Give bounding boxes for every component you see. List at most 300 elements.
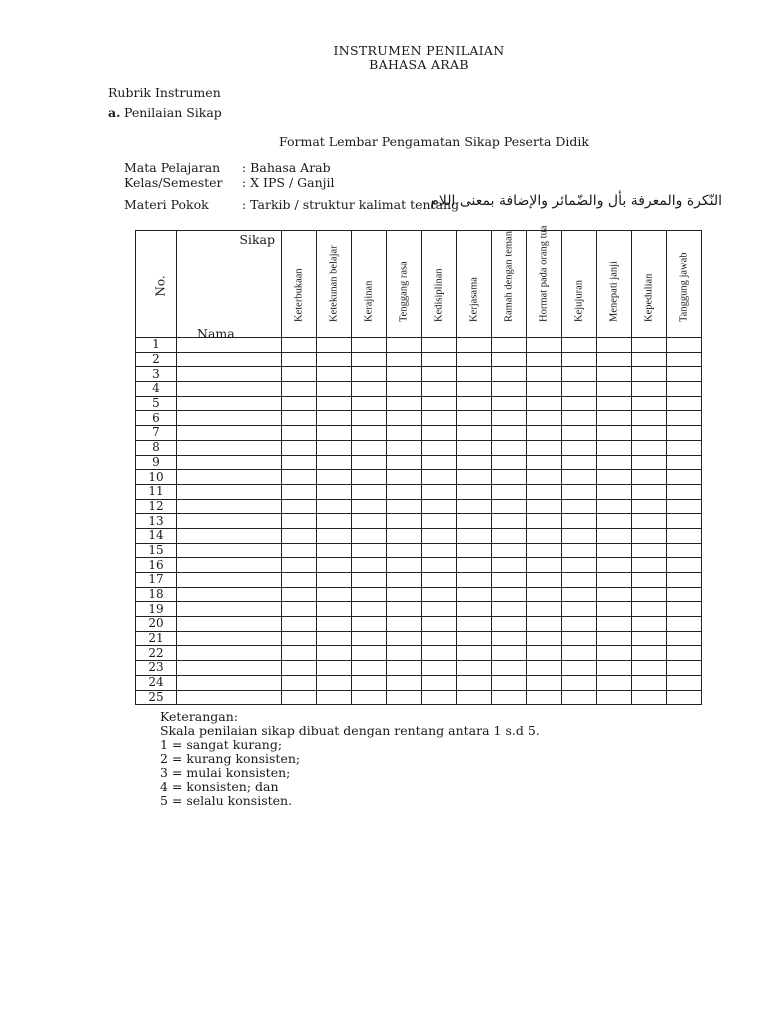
score-cell[interactable] (492, 587, 527, 602)
score-cell[interactable] (317, 367, 352, 382)
name-cell[interactable] (177, 646, 282, 661)
score-cell[interactable] (282, 558, 317, 573)
score-cell[interactable] (352, 602, 387, 617)
score-cell[interactable] (632, 690, 667, 705)
score-cell[interactable] (282, 455, 317, 470)
score-cell[interactable] (667, 661, 702, 676)
score-cell[interactable] (492, 514, 527, 529)
score-cell[interactable] (597, 558, 632, 573)
score-cell[interactable] (527, 440, 562, 455)
score-cell[interactable] (317, 602, 352, 617)
score-cell[interactable] (352, 573, 387, 588)
score-cell[interactable] (597, 514, 632, 529)
score-cell[interactable] (527, 499, 562, 514)
score-cell[interactable] (457, 338, 492, 353)
score-cell[interactable] (597, 602, 632, 617)
score-cell[interactable] (352, 543, 387, 558)
score-cell[interactable] (492, 675, 527, 690)
score-cell[interactable] (352, 528, 387, 543)
score-cell[interactable] (597, 440, 632, 455)
score-cell[interactable] (422, 602, 457, 617)
score-cell[interactable] (632, 558, 667, 573)
score-cell[interactable] (352, 455, 387, 470)
score-cell[interactable] (457, 602, 492, 617)
score-cell[interactable] (492, 411, 527, 426)
score-cell[interactable] (317, 455, 352, 470)
score-cell[interactable] (527, 646, 562, 661)
score-cell[interactable] (492, 499, 527, 514)
score-cell[interactable] (632, 411, 667, 426)
score-cell[interactable] (492, 528, 527, 543)
score-cell[interactable] (597, 426, 632, 441)
score-cell[interactable] (562, 587, 597, 602)
score-cell[interactable] (352, 382, 387, 397)
score-cell[interactable] (597, 455, 632, 470)
name-cell[interactable] (177, 661, 282, 676)
score-cell[interactable] (632, 440, 667, 455)
score-cell[interactable] (387, 382, 422, 397)
score-cell[interactable] (317, 484, 352, 499)
score-cell[interactable] (527, 675, 562, 690)
score-cell[interactable] (667, 543, 702, 558)
score-cell[interactable] (667, 484, 702, 499)
score-cell[interactable] (457, 587, 492, 602)
score-cell[interactable] (352, 338, 387, 353)
score-cell[interactable] (387, 602, 422, 617)
score-cell[interactable] (527, 587, 562, 602)
score-cell[interactable] (562, 499, 597, 514)
score-cell[interactable] (527, 338, 562, 353)
score-cell[interactable] (632, 602, 667, 617)
score-cell[interactable] (282, 396, 317, 411)
score-cell[interactable] (667, 617, 702, 632)
score-cell[interactable] (352, 514, 387, 529)
score-cell[interactable] (282, 440, 317, 455)
score-cell[interactable] (352, 690, 387, 705)
score-cell[interactable] (352, 352, 387, 367)
score-cell[interactable] (492, 558, 527, 573)
score-cell[interactable] (562, 470, 597, 485)
score-cell[interactable] (667, 514, 702, 529)
score-cell[interactable] (562, 661, 597, 676)
score-cell[interactable] (562, 543, 597, 558)
name-cell[interactable] (177, 426, 282, 441)
score-cell[interactable] (492, 484, 527, 499)
score-cell[interactable] (457, 367, 492, 382)
score-cell[interactable] (352, 426, 387, 441)
score-cell[interactable] (492, 631, 527, 646)
score-cell[interactable] (597, 352, 632, 367)
score-cell[interactable] (282, 661, 317, 676)
score-cell[interactable] (597, 543, 632, 558)
score-cell[interactable] (562, 352, 597, 367)
name-cell[interactable] (177, 411, 282, 426)
score-cell[interactable] (597, 646, 632, 661)
score-cell[interactable] (527, 470, 562, 485)
score-cell[interactable] (632, 455, 667, 470)
score-cell[interactable] (492, 367, 527, 382)
score-cell[interactable] (457, 426, 492, 441)
score-cell[interactable] (317, 528, 352, 543)
score-cell[interactable] (422, 352, 457, 367)
score-cell[interactable] (387, 499, 422, 514)
score-cell[interactable] (597, 338, 632, 353)
score-cell[interactable] (632, 484, 667, 499)
score-cell[interactable] (387, 484, 422, 499)
name-cell[interactable] (177, 499, 282, 514)
score-cell[interactable] (492, 617, 527, 632)
score-cell[interactable] (492, 338, 527, 353)
score-cell[interactable] (457, 411, 492, 426)
score-cell[interactable] (422, 646, 457, 661)
score-cell[interactable] (492, 426, 527, 441)
name-cell[interactable] (177, 602, 282, 617)
score-cell[interactable] (352, 631, 387, 646)
score-cell[interactable] (527, 484, 562, 499)
score-cell[interactable] (597, 661, 632, 676)
score-cell[interactable] (282, 426, 317, 441)
score-cell[interactable] (457, 573, 492, 588)
name-cell[interactable] (177, 396, 282, 411)
score-cell[interactable] (387, 352, 422, 367)
score-cell[interactable] (667, 455, 702, 470)
score-cell[interactable] (422, 499, 457, 514)
score-cell[interactable] (562, 411, 597, 426)
score-cell[interactable] (527, 411, 562, 426)
score-cell[interactable] (387, 543, 422, 558)
score-cell[interactable] (667, 499, 702, 514)
score-cell[interactable] (422, 382, 457, 397)
score-cell[interactable] (457, 499, 492, 514)
score-cell[interactable] (562, 617, 597, 632)
score-cell[interactable] (387, 690, 422, 705)
score-cell[interactable] (597, 617, 632, 632)
score-cell[interactable] (457, 675, 492, 690)
name-cell[interactable] (177, 367, 282, 382)
score-cell[interactable] (492, 543, 527, 558)
score-cell[interactable] (457, 440, 492, 455)
score-cell[interactable] (457, 514, 492, 529)
score-cell[interactable] (562, 631, 597, 646)
score-cell[interactable] (352, 587, 387, 602)
score-cell[interactable] (457, 558, 492, 573)
score-cell[interactable] (562, 382, 597, 397)
score-cell[interactable] (562, 602, 597, 617)
score-cell[interactable] (562, 440, 597, 455)
score-cell[interactable] (527, 617, 562, 632)
score-cell[interactable] (597, 675, 632, 690)
score-cell[interactable] (632, 573, 667, 588)
score-cell[interactable] (492, 470, 527, 485)
score-cell[interactable] (457, 352, 492, 367)
score-cell[interactable] (387, 367, 422, 382)
score-cell[interactable] (597, 631, 632, 646)
score-cell[interactable] (597, 396, 632, 411)
score-cell[interactable] (527, 690, 562, 705)
score-cell[interactable] (597, 573, 632, 588)
score-cell[interactable] (667, 528, 702, 543)
score-cell[interactable] (632, 661, 667, 676)
score-cell[interactable] (492, 646, 527, 661)
score-cell[interactable] (282, 382, 317, 397)
name-cell[interactable] (177, 514, 282, 529)
score-cell[interactable] (317, 411, 352, 426)
name-cell[interactable] (177, 352, 282, 367)
score-cell[interactable] (667, 367, 702, 382)
name-cell[interactable] (177, 528, 282, 543)
name-cell[interactable] (177, 675, 282, 690)
score-cell[interactable] (387, 631, 422, 646)
score-cell[interactable] (597, 587, 632, 602)
score-cell[interactable] (422, 367, 457, 382)
score-cell[interactable] (527, 367, 562, 382)
score-cell[interactable] (352, 617, 387, 632)
score-cell[interactable] (317, 646, 352, 661)
score-cell[interactable] (457, 528, 492, 543)
score-cell[interactable] (562, 367, 597, 382)
score-cell[interactable] (527, 543, 562, 558)
score-cell[interactable] (387, 675, 422, 690)
name-cell[interactable] (177, 484, 282, 499)
score-cell[interactable] (562, 426, 597, 441)
score-cell[interactable] (632, 631, 667, 646)
score-cell[interactable] (632, 617, 667, 632)
score-cell[interactable] (632, 367, 667, 382)
name-cell[interactable] (177, 543, 282, 558)
score-cell[interactable] (457, 661, 492, 676)
score-cell[interactable] (352, 440, 387, 455)
score-cell[interactable] (422, 484, 457, 499)
score-cell[interactable] (527, 396, 562, 411)
score-cell[interactable] (282, 470, 317, 485)
score-cell[interactable] (562, 484, 597, 499)
score-cell[interactable] (527, 631, 562, 646)
score-cell[interactable] (352, 396, 387, 411)
score-cell[interactable] (667, 396, 702, 411)
score-cell[interactable] (317, 617, 352, 632)
score-cell[interactable] (457, 382, 492, 397)
score-cell[interactable] (352, 484, 387, 499)
score-cell[interactable] (457, 617, 492, 632)
score-cell[interactable] (352, 661, 387, 676)
score-cell[interactable] (667, 602, 702, 617)
score-cell[interactable] (527, 661, 562, 676)
score-cell[interactable] (352, 499, 387, 514)
score-cell[interactable] (562, 558, 597, 573)
score-cell[interactable] (422, 558, 457, 573)
score-cell[interactable] (562, 338, 597, 353)
score-cell[interactable] (562, 573, 597, 588)
score-cell[interactable] (387, 455, 422, 470)
score-cell[interactable] (282, 352, 317, 367)
score-cell[interactable] (632, 587, 667, 602)
score-cell[interactable] (387, 426, 422, 441)
score-cell[interactable] (562, 396, 597, 411)
score-cell[interactable] (457, 631, 492, 646)
score-cell[interactable] (562, 455, 597, 470)
score-cell[interactable] (317, 514, 352, 529)
score-cell[interactable] (422, 587, 457, 602)
score-cell[interactable] (597, 484, 632, 499)
score-cell[interactable] (597, 382, 632, 397)
score-cell[interactable] (457, 396, 492, 411)
score-cell[interactable] (422, 528, 457, 543)
score-cell[interactable] (387, 528, 422, 543)
score-cell[interactable] (632, 396, 667, 411)
score-cell[interactable] (282, 411, 317, 426)
score-cell[interactable] (317, 661, 352, 676)
score-cell[interactable] (492, 396, 527, 411)
score-cell[interactable] (282, 573, 317, 588)
score-cell[interactable] (282, 675, 317, 690)
score-cell[interactable] (352, 675, 387, 690)
score-cell[interactable] (667, 587, 702, 602)
score-cell[interactable] (632, 646, 667, 661)
score-cell[interactable] (667, 690, 702, 705)
name-cell[interactable] (177, 690, 282, 705)
score-cell[interactable] (387, 440, 422, 455)
score-cell[interactable] (317, 631, 352, 646)
name-cell[interactable] (177, 617, 282, 632)
score-cell[interactable] (527, 382, 562, 397)
score-cell[interactable] (317, 675, 352, 690)
score-cell[interactable] (387, 573, 422, 588)
score-cell[interactable] (562, 646, 597, 661)
score-cell[interactable] (317, 690, 352, 705)
name-cell[interactable] (177, 440, 282, 455)
score-cell[interactable] (317, 573, 352, 588)
score-cell[interactable] (422, 426, 457, 441)
score-cell[interactable] (492, 440, 527, 455)
score-cell[interactable] (422, 411, 457, 426)
score-cell[interactable] (282, 587, 317, 602)
score-cell[interactable] (457, 690, 492, 705)
score-cell[interactable] (422, 455, 457, 470)
score-cell[interactable] (667, 426, 702, 441)
score-cell[interactable] (492, 455, 527, 470)
score-cell[interactable] (387, 338, 422, 353)
score-cell[interactable] (422, 396, 457, 411)
score-cell[interactable] (422, 690, 457, 705)
score-cell[interactable] (457, 543, 492, 558)
score-cell[interactable] (422, 675, 457, 690)
score-cell[interactable] (667, 411, 702, 426)
score-cell[interactable] (282, 602, 317, 617)
score-cell[interactable] (597, 499, 632, 514)
score-cell[interactable] (282, 543, 317, 558)
score-cell[interactable] (492, 690, 527, 705)
score-cell[interactable] (387, 411, 422, 426)
name-cell[interactable] (177, 470, 282, 485)
score-cell[interactable] (317, 543, 352, 558)
score-cell[interactable] (632, 426, 667, 441)
score-cell[interactable] (632, 338, 667, 353)
score-cell[interactable] (597, 528, 632, 543)
score-cell[interactable] (317, 587, 352, 602)
score-cell[interactable] (282, 690, 317, 705)
score-cell[interactable] (387, 587, 422, 602)
score-cell[interactable] (317, 440, 352, 455)
score-cell[interactable] (492, 382, 527, 397)
score-cell[interactable] (282, 367, 317, 382)
score-cell[interactable] (527, 558, 562, 573)
score-cell[interactable] (282, 528, 317, 543)
score-cell[interactable] (317, 396, 352, 411)
score-cell[interactable] (317, 426, 352, 441)
score-cell[interactable] (562, 675, 597, 690)
score-cell[interactable] (527, 528, 562, 543)
score-cell[interactable] (387, 396, 422, 411)
score-cell[interactable] (422, 338, 457, 353)
score-cell[interactable] (352, 367, 387, 382)
score-cell[interactable] (527, 602, 562, 617)
score-cell[interactable] (492, 573, 527, 588)
score-cell[interactable] (352, 470, 387, 485)
score-cell[interactable] (422, 440, 457, 455)
score-cell[interactable] (457, 455, 492, 470)
score-cell[interactable] (317, 382, 352, 397)
score-cell[interactable] (282, 646, 317, 661)
score-cell[interactable] (317, 470, 352, 485)
score-cell[interactable] (667, 631, 702, 646)
score-cell[interactable] (492, 602, 527, 617)
score-cell[interactable] (632, 675, 667, 690)
score-cell[interactable] (422, 661, 457, 676)
score-cell[interactable] (387, 558, 422, 573)
score-cell[interactable] (562, 514, 597, 529)
score-cell[interactable] (527, 352, 562, 367)
score-cell[interactable] (597, 367, 632, 382)
score-cell[interactable] (387, 661, 422, 676)
score-cell[interactable] (527, 426, 562, 441)
name-cell[interactable] (177, 587, 282, 602)
score-cell[interactable] (317, 352, 352, 367)
score-cell[interactable] (282, 484, 317, 499)
score-cell[interactable] (422, 514, 457, 529)
score-cell[interactable] (282, 499, 317, 514)
score-cell[interactable] (387, 514, 422, 529)
score-cell[interactable] (352, 646, 387, 661)
score-cell[interactable] (422, 631, 457, 646)
score-cell[interactable] (632, 470, 667, 485)
score-cell[interactable] (282, 338, 317, 353)
name-cell[interactable] (177, 573, 282, 588)
score-cell[interactable] (597, 690, 632, 705)
name-cell[interactable] (177, 382, 282, 397)
name-cell[interactable] (177, 455, 282, 470)
score-cell[interactable] (282, 631, 317, 646)
score-cell[interactable] (667, 382, 702, 397)
score-cell[interactable] (317, 558, 352, 573)
score-cell[interactable] (667, 573, 702, 588)
score-cell[interactable] (632, 499, 667, 514)
score-cell[interactable] (667, 440, 702, 455)
name-cell[interactable] (177, 558, 282, 573)
score-cell[interactable] (387, 617, 422, 632)
score-cell[interactable] (527, 514, 562, 529)
score-cell[interactable] (282, 617, 317, 632)
score-cell[interactable] (317, 338, 352, 353)
score-cell[interactable] (352, 411, 387, 426)
score-cell[interactable] (667, 338, 702, 353)
score-cell[interactable] (667, 558, 702, 573)
score-cell[interactable] (667, 646, 702, 661)
score-cell[interactable] (632, 352, 667, 367)
score-cell[interactable] (562, 690, 597, 705)
score-cell[interactable] (457, 484, 492, 499)
score-cell[interactable] (632, 543, 667, 558)
score-cell[interactable] (422, 573, 457, 588)
